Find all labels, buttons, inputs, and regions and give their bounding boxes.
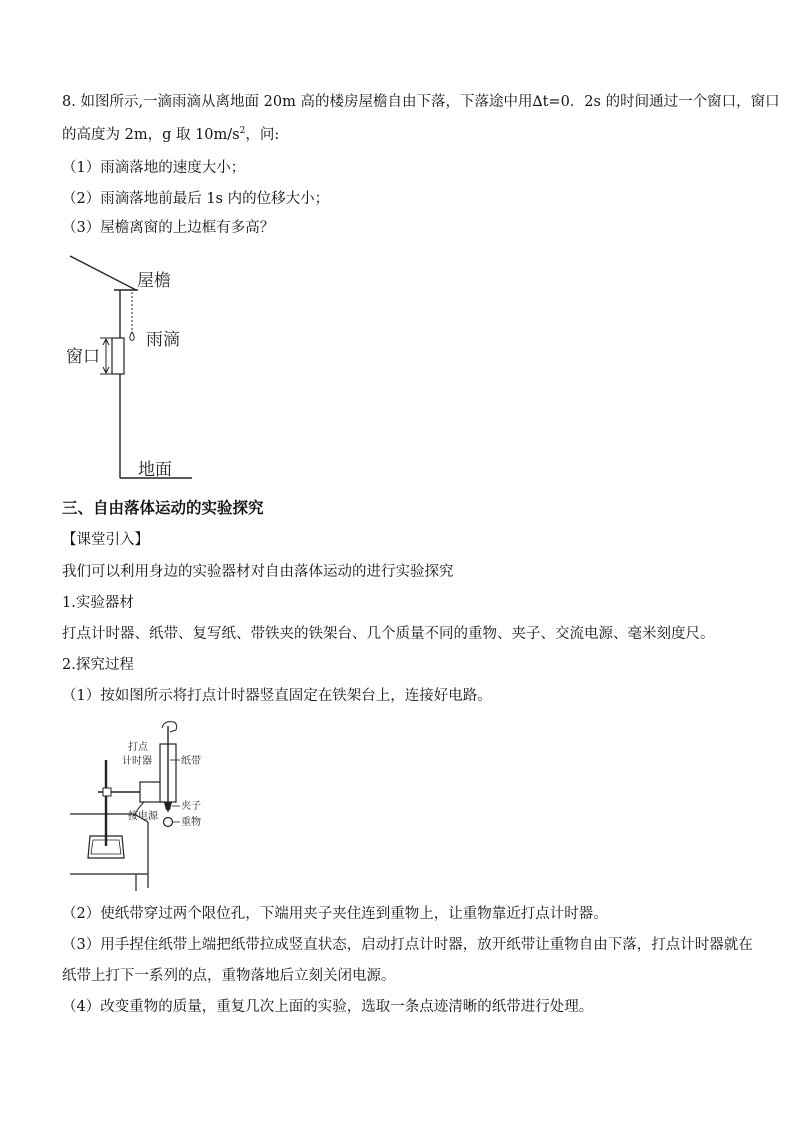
process-step4: （4）改变重物的质量，重复几次上面的实验，选取一条点迹清晰的纸带进行处理。 [62, 999, 594, 1015]
process-step3-line2: 纸带上打下一系列的点，重物落地后立刻关闭电源。 [62, 968, 396, 984]
section3-intro-text: 我们可以利用身边的实验器材对自由落体运动的进行实验探究 [62, 564, 454, 580]
hand-icon [162, 722, 177, 732]
raindrop-icon [130, 332, 135, 341]
question8-superscript: 2 [239, 126, 246, 136]
question8-line2-main: 的高度为 2m，g 取 10m/s [62, 127, 240, 143]
weight-label: 重物 [181, 817, 201, 828]
question8-sub3: （3）屋檐离窗的上边框有多高？ [62, 220, 275, 236]
timer-label-line2: 计时器 [122, 756, 152, 767]
clip-label: 夹子 [181, 801, 201, 812]
raindrop-figure [60, 252, 210, 484]
window-frame [112, 338, 124, 374]
section3-title: 三、自由落体运动的实验探究 [62, 498, 264, 517]
raindrop-label: 雨滴 [146, 330, 180, 350]
roof-line [70, 256, 136, 290]
stand-clamp [103, 788, 111, 796]
process-step3-line1: （3）用手捏住纸带上端把纸带拉成竖直状态，启动打点计时器，放开纸带让重物自由下落，打点计时器就在 [62, 937, 753, 953]
question8-sub1: （1）雨滴落地的速度大小； [62, 160, 246, 176]
question8-sub2: （2）雨滴落地前最后 1s 内的位移大小； [62, 191, 330, 207]
eaves-label: 屋檐 [137, 271, 171, 291]
ground-label: 地面 [138, 460, 172, 480]
tape-label: 纸带 [181, 756, 201, 767]
clip-icon [164, 802, 172, 810]
process-step1: （1）按如图所示将打点计时器竖直固定在铁架台上，连接好电路。 [62, 688, 492, 704]
process-step2: （2）使纸带穿过两个限位孔，下端用夹子夹住连到重物上，让重物靠近打点计时器。 [62, 906, 608, 922]
equipment-text: 打点计时器、纸带、复写纸、带铁夹的铁架台、几个质量不同的重物、夹子、交流电源、毫米刻度尺。 [62, 626, 715, 642]
question8-line2-tail: ，问: [245, 127, 280, 143]
window-label: 窗口 [66, 347, 100, 367]
ticker-timer-figure [64, 716, 224, 894]
timer-label-line1: 打点 [128, 742, 148, 753]
question8-line2 [62, 125, 736, 145]
process-title: 2.探究过程 [62, 657, 134, 673]
section3-intro-tag: 【课堂引入】 [62, 532, 149, 548]
power-label: 接电源 [128, 811, 158, 822]
weight-icon [164, 818, 173, 827]
question8-line1: 8. 如图所示,一滴雨滴从离地面 20m 高的楼房屋檐自由下落，下落途中用∆t=0．2s 的时间通过一个窗口，窗口 [62, 94, 780, 110]
equipment-title: 1.实验器材 [62, 595, 134, 611]
